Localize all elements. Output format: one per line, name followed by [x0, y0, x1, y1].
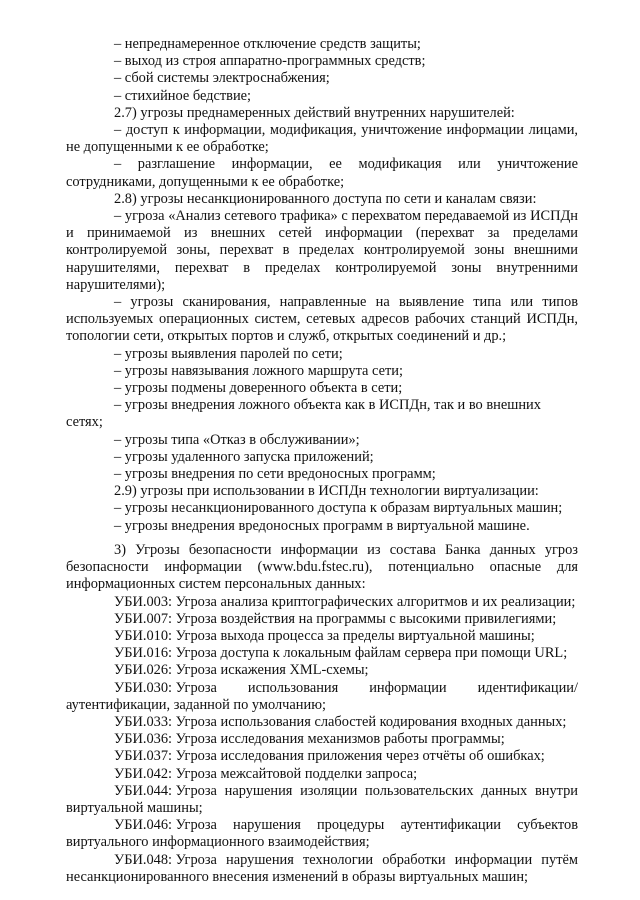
paragraph-line: топологии сети, открытых портов и служб, открытых соединений и др.;	[66, 328, 507, 345]
ubi-code: УБИ.007:	[114, 610, 176, 627]
ubi-text-continuation: аутентификации, заданной по умолчанию;	[66, 696, 326, 713]
ubi-code: УБИ.010:	[114, 627, 176, 644]
ubi-item	[66, 748, 578, 765]
ubi-code: УБИ.036:	[114, 731, 176, 748]
list-item: – угрозы внедрения вредоносных программ в виртуальной машине.	[114, 517, 530, 534]
section-heading-2-9: 2.9) угрозы при использовании в ИСПДн технологии виртуализации:	[114, 483, 539, 500]
ubi-text: Угроза выхода процесса за пределы виртуальной машины;	[175, 627, 535, 644]
ubi-text: Угроза использования слабостей кодирования входных данных;	[175, 713, 567, 730]
section-heading-2-7: 2.7) угрозы преднамеренных действий внутренних нарушителей:	[114, 104, 515, 121]
list-item: – угрозы подмены доверенного объекта в сети;	[114, 380, 403, 397]
ubi-code: УБИ.030:	[114, 679, 176, 696]
paragraph-line: – разглашение информации, ее модификация или уничтожение	[114, 156, 578, 173]
ubi-text: Угроза исследования механизмов работы программы;	[175, 731, 505, 748]
ubi-code: УБИ.046:	[114, 817, 176, 834]
ubi-code: УБИ.016:	[114, 645, 176, 662]
ubi-text: Угроза анализа криптографических алгоритмов и их реализации;	[175, 593, 576, 610]
paragraph-line: и принимаемой из внешних сетей информации (перехват за пределами	[66, 225, 578, 242]
ubi-text: Угроза межсайтовой подделки запроса;	[175, 765, 418, 782]
ubi-code: УБИ.033:	[114, 713, 176, 730]
document-page	[66, 36, 578, 886]
paragraph-line: сотрудниками, допущенными к ее обработке;	[66, 173, 345, 190]
paragraph-line: – доступ к информации, модификация, уничтожение информации лицами,	[114, 122, 578, 139]
paragraph-line: 3) Угрозы безопасности информации из состава Банка данных угроз	[114, 541, 578, 558]
paragraph-line: используемых операционных систем, сетевых адресов рабочих станций ИСПДн,	[66, 311, 578, 328]
section-heading-2-8: 2.8) угрозы несанкционированного доступа по сети и каналам связи:	[114, 190, 537, 207]
paragraph-line: информационных систем персональных данных:	[66, 576, 366, 593]
list-item: – стихийное бедствие;	[114, 87, 252, 104]
ubi-item	[66, 680, 578, 697]
paragraph-line: нарушителями, перехват в пределах контролируемой зоны внутренними	[66, 259, 578, 276]
list-item: – угрозы выявления паролей по сети;	[114, 345, 343, 362]
paragraph-line: не допущенными к ее обработке;	[66, 139, 269, 156]
ubi-code: УБИ.044:	[114, 782, 176, 799]
ubi-code: УБИ.048:	[114, 851, 176, 868]
ubi-item	[66, 852, 578, 869]
ubi-text: Угроза нарушения изоляции пользовательских данных внутри	[175, 782, 578, 799]
ubi-text: Угроза искажения XML-схемы;	[175, 662, 369, 679]
list-item: – сбой системы электроснабжения;	[114, 70, 330, 87]
ubi-item	[66, 628, 578, 645]
ubi-text: Угроза нарушения технологии обработки информации путём	[175, 851, 578, 868]
ubi-text: Угроза воздействия на программы с высокими привилегиями;	[175, 610, 557, 627]
list-item: – непреднамеренное отключение средств защиты;	[114, 36, 421, 52]
ubi-item	[66, 662, 578, 679]
ubi-text-continuation: виртуального информационного взаимодействия;	[66, 834, 370, 851]
ubi-code: УБИ.037:	[114, 748, 176, 765]
ubi-item	[66, 594, 578, 611]
ubi-item	[66, 714, 578, 731]
list-item: – угрозы внедрения ложного объекта как в ИСПДн, так и во внешних сетях;	[66, 397, 541, 431]
ubi-threat-list	[66, 594, 578, 886]
list-item: – выход из строя аппаратно-программных средств;	[114, 53, 426, 70]
ubi-text-continuation: виртуальной машины;	[66, 799, 203, 816]
ubi-text: Угроза использования информации идентификации/	[175, 679, 578, 696]
paragraph-line: – угроза «Анализ сетевого трафика» с перехватом передаваемой из ИСПДн	[114, 208, 578, 225]
ubi-item	[66, 731, 578, 748]
ubi-code: УБИ.026:	[114, 662, 176, 679]
ubi-item	[66, 611, 578, 628]
ubi-text: Угроза нарушения процедуры аутентификации субъектов	[175, 817, 578, 834]
ubi-item	[66, 645, 578, 662]
paragraph-line: – угрозы сканирования, направленные на выявление типа или типов	[114, 294, 578, 311]
list-item: – угрозы навязывания ложного маршрута сети;	[114, 362, 403, 379]
list-item: – угрозы типа «Отказ в обслуживании»;	[114, 431, 360, 448]
paragraph-line: нарушителями);	[66, 276, 166, 293]
ubi-text: Угроза доступа к локальным файлам сервера при помощи URL;	[175, 645, 568, 662]
ubi-item	[66, 766, 578, 783]
ubi-item	[66, 783, 578, 800]
paragraph-line: контролируемой зоны, перехват в пределах контролируемой зоны внешними	[66, 242, 578, 259]
ubi-text: Угроза исследования приложения через отчёты об ошибках;	[175, 748, 545, 765]
list-item: – угрозы удаленного запуска приложений;	[114, 448, 374, 465]
list-item: – угрозы внедрения по сети вредоносных программ;	[114, 466, 436, 483]
ubi-text-continuation: несанкционированного внесения изменений в образы виртуальных машин;	[66, 868, 529, 885]
ubi-code: УБИ.003:	[114, 593, 176, 610]
ubi-item	[66, 817, 578, 834]
paragraph-line: безопасности информации (www.bdu.fstec.ru), потенциально опасные для	[66, 559, 578, 576]
ubi-code: УБИ.042:	[114, 765, 176, 782]
list-item: – угрозы несанкционированного доступа к образам виртуальных машин;	[114, 500, 563, 517]
